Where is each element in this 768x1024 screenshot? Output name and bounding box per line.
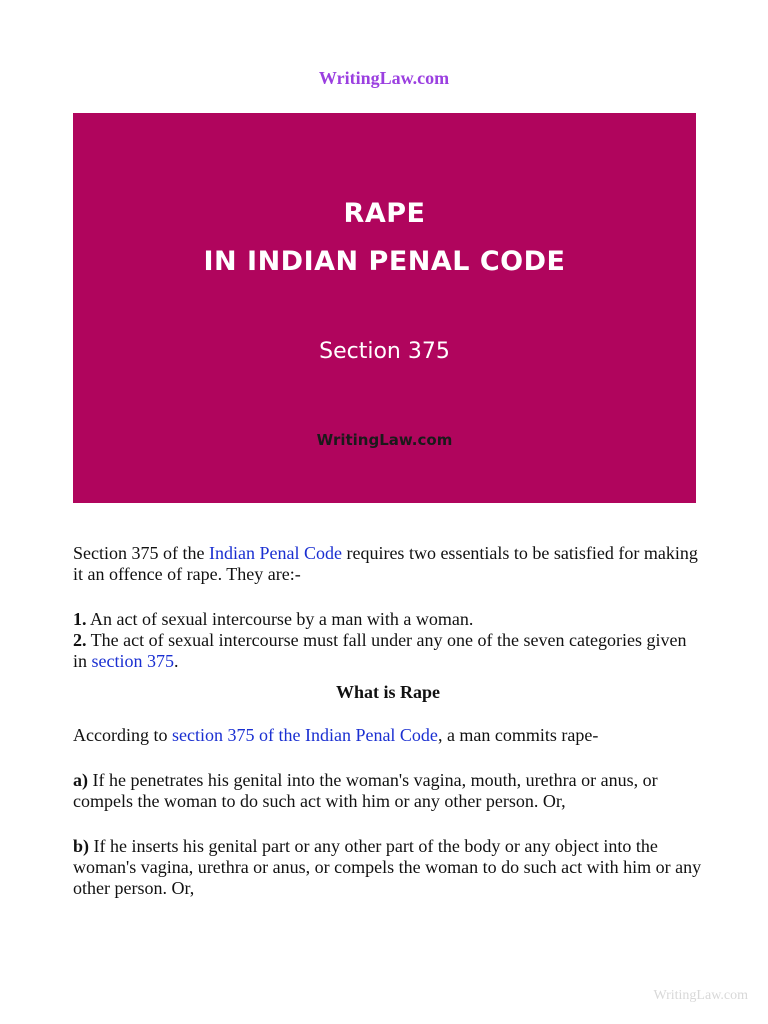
definition-intro-start: According to xyxy=(73,725,172,745)
what-is-rape-heading: What is Rape xyxy=(335,682,440,702)
essential-2-text: The act of sexual intercourse must fall under any one of the seven categories given in xyxy=(73,630,687,671)
intro-paragraph xyxy=(73,543,703,585)
clause-b-label: b) xyxy=(73,836,90,856)
essential-2-end: . xyxy=(174,651,179,671)
clause-a-text: If he penetrates his genital into the woman's vagina, mouth, urethra or anus, or compels the woman to do such act with him or any other person. Or, xyxy=(73,770,658,811)
clause-b-text: If he inserts his genital part or any other part of the body or any object into the woman's vagina, urethra or anus, or compels the woman to do such act with him or any other person. Or, xyxy=(73,836,702,898)
clause-a xyxy=(73,770,703,812)
section-375-link[interactable]: section 375 xyxy=(91,651,175,671)
title-banner xyxy=(73,113,696,503)
essential-1-number: 1. xyxy=(73,609,87,629)
essential-1-text: An act of sexual intercourse by a man with a woman. xyxy=(86,609,474,629)
clause-a-label: a) xyxy=(73,770,88,790)
indian-penal-code-link[interactable]: Indian Penal Code xyxy=(208,543,342,563)
clause-b xyxy=(73,836,703,899)
site-header-link[interactable]: WritingLaw.com xyxy=(318,68,450,88)
definition-intro xyxy=(73,725,703,746)
banner-title-line1: RAPE xyxy=(343,198,426,229)
essential-2-number: 2. xyxy=(73,630,87,650)
definition-intro-end: , a man commits rape- xyxy=(437,725,599,745)
intro-text-end: requires two essentials to be satisfied for making it an offence of rape. They are:- xyxy=(73,543,698,584)
intro-text-start: Section 375 of the xyxy=(73,543,209,563)
footer-watermark: WritingLaw.com xyxy=(653,988,748,1003)
section-375-ipc-link[interactable]: section 375 of the Indian Penal Code xyxy=(171,725,438,745)
banner-brand: WritingLaw.com xyxy=(316,431,453,449)
banner-title-line2: IN INDIAN PENAL CODE xyxy=(203,246,566,277)
essentials-list xyxy=(73,609,703,672)
article-body xyxy=(73,543,703,909)
banner-section-number: Section 375 xyxy=(319,339,450,364)
